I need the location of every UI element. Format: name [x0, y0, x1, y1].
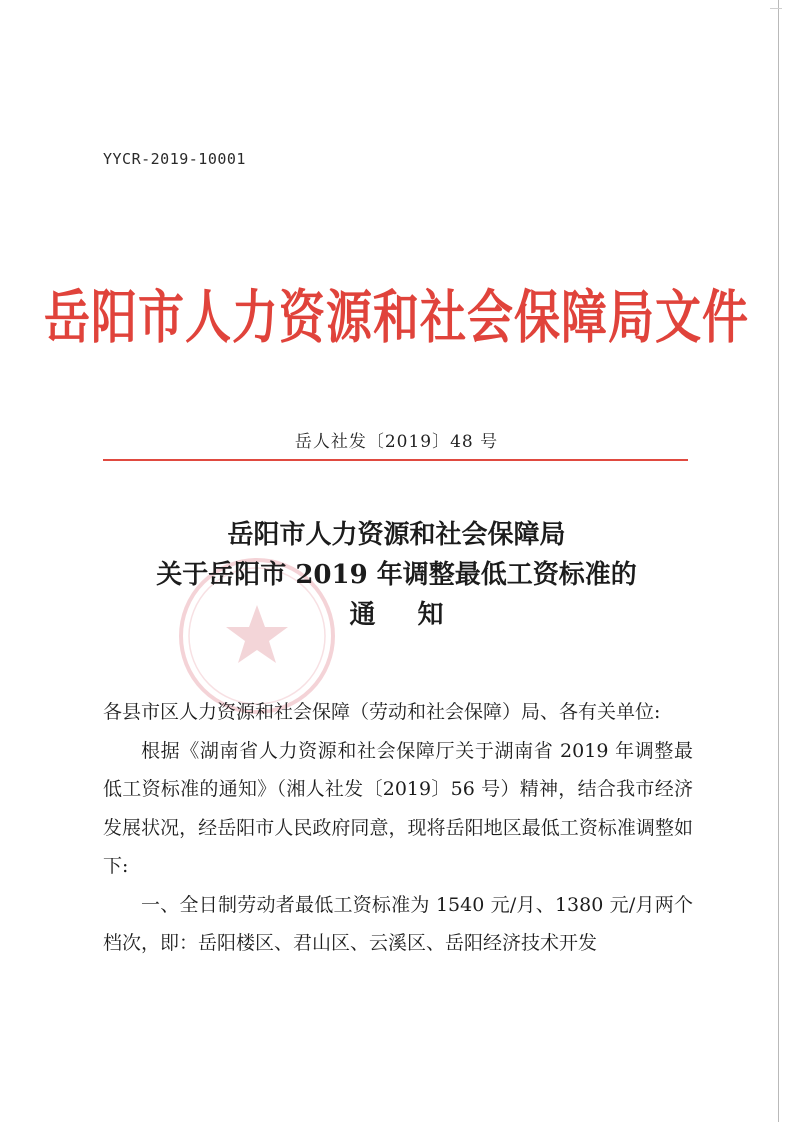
- notice-title-line-2: 关于岳阳市 2019 年调整最低工资标准的: [156, 560, 637, 590]
- notice-title-line-3: 通知: [349, 600, 486, 630]
- document-number: 岳人社发〔2019〕48 号: [294, 432, 499, 452]
- scan-corner-mark: [770, 8, 782, 9]
- notice-body: [103, 693, 693, 963]
- agency-header-title: 岳阳市人力资源和社会保障局文件: [44, 283, 749, 351]
- body-paragraph-1: 根据《湖南省人力资源和社会保障厅关于湖南省 2019 年调整最低工资标准的通知》（湘人社发〔2019〕56 号）精神，结合我市经济发展状况，经岳阳市人民政府同意，现将岳阳地区最低工资标准调整如下:: [103, 739, 693, 877]
- document-code: YYCR-2019-10001: [103, 150, 246, 168]
- salutation: 各县市区人力资源和社会保障（劳动和社会保障）局、各有关单位:: [103, 701, 661, 723]
- body-paragraph-2: 一、全日制劳动者最低工资标准为 1540 元/月、1380 元/月两个档次，即：岳阳楼区、君山区、云溪区、岳阳经济技术开发: [103, 893, 693, 954]
- notice-title-line-1: 岳阳市人力资源和社会保障局: [227, 520, 566, 550]
- notice-title: [0, 515, 793, 635]
- red-divider-line: [103, 459, 688, 461]
